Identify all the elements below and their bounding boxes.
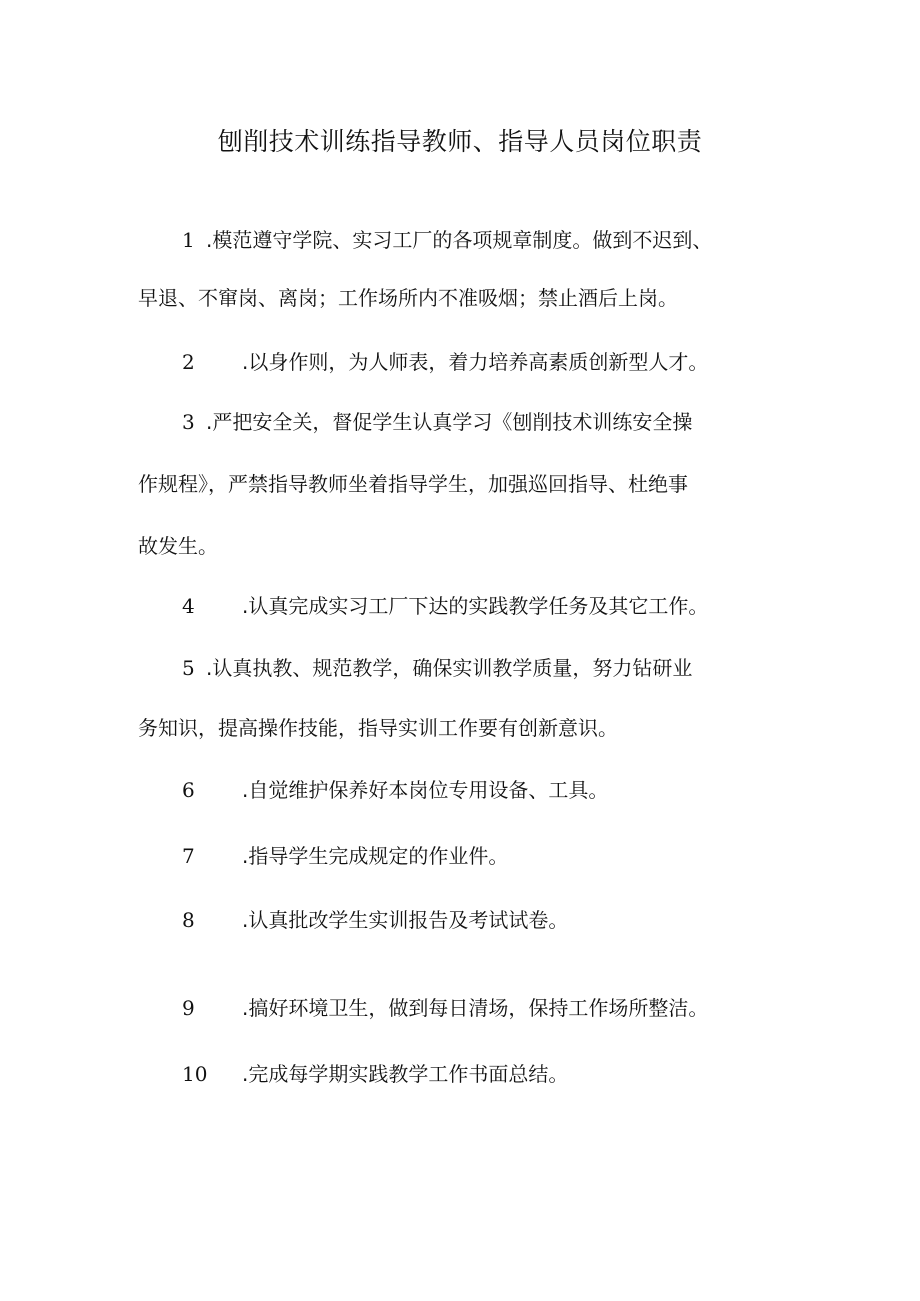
list-item-text: .以身作则，为人师表，着力培养高素质创新型人才。 bbox=[242, 350, 709, 374]
list-item-9 bbox=[182, 994, 708, 1022]
list-item-number: 9 bbox=[182, 996, 195, 1020]
list-item-10 bbox=[182, 1060, 568, 1088]
list-item-1-line-1 bbox=[182, 226, 712, 254]
document-title: 刨削技术训练指导教师、指导人员岗位职责 bbox=[217, 127, 703, 156]
list-item-text: .严把安全关，督促学生认真学习《刨削技术训练安全操 bbox=[206, 410, 693, 434]
list-item-7 bbox=[182, 842, 508, 870]
list-item-number: 1 bbox=[182, 228, 195, 252]
list-item-number: 3 bbox=[182, 410, 195, 434]
list-item-3-line-1 bbox=[182, 408, 692, 436]
list-item-text: 务知识，提高操作技能，指导实训工作要有创新意识。 bbox=[138, 716, 618, 740]
list-item-text: .自觉维护保养好本岗位专用设备、工具。 bbox=[242, 778, 609, 802]
list-item-text: .模范遵守学院、实习工厂的各项规章制度。做到不迟到、 bbox=[206, 228, 713, 252]
list-item-text: 作规程》，严禁指导教师坐着指导学生，加强巡回指导、杜绝事 bbox=[138, 472, 688, 496]
list-item-text: .完成每学期实践教学工作书面总结。 bbox=[242, 1062, 569, 1086]
list-item-1-line-2 bbox=[138, 284, 678, 312]
list-item-text: .认真执教、规范教学，确保实训教学质量，努力钻研业 bbox=[206, 656, 693, 680]
list-item-3-line-2 bbox=[138, 470, 688, 498]
list-item-text: 故发生。 bbox=[138, 534, 218, 558]
list-item-text: .搞好环境卫生，做到每日清场，保持工作场所整洁。 bbox=[242, 996, 709, 1020]
list-item-number: 8 bbox=[182, 908, 195, 932]
list-item-number: 7 bbox=[182, 844, 195, 868]
list-item-number: 5 bbox=[182, 656, 195, 680]
list-item-4 bbox=[182, 592, 708, 620]
list-item-number: 6 bbox=[182, 778, 195, 802]
list-item-3-line-3 bbox=[138, 532, 218, 560]
list-item-2 bbox=[182, 348, 708, 376]
list-item-number: 2 bbox=[182, 350, 195, 374]
list-item-text: .认真完成实习工厂下达的实践教学任务及其它工作。 bbox=[242, 594, 709, 618]
list-item-text: .指导学生完成规定的作业件。 bbox=[242, 844, 509, 868]
list-item-6 bbox=[182, 776, 608, 804]
list-item-text: 早退、不窜岗、离岗；工作场所内不准吸烟；禁止酒后上岗。 bbox=[138, 286, 678, 310]
list-item-5-line-2 bbox=[138, 714, 618, 742]
list-item-number: 4 bbox=[182, 594, 195, 618]
list-item-number: 10 bbox=[182, 1062, 208, 1086]
list-item-text: .认真批改学生实训报告及考试试卷。 bbox=[242, 908, 569, 932]
list-item-5-line-1 bbox=[182, 654, 692, 682]
list-item-8 bbox=[182, 906, 568, 934]
